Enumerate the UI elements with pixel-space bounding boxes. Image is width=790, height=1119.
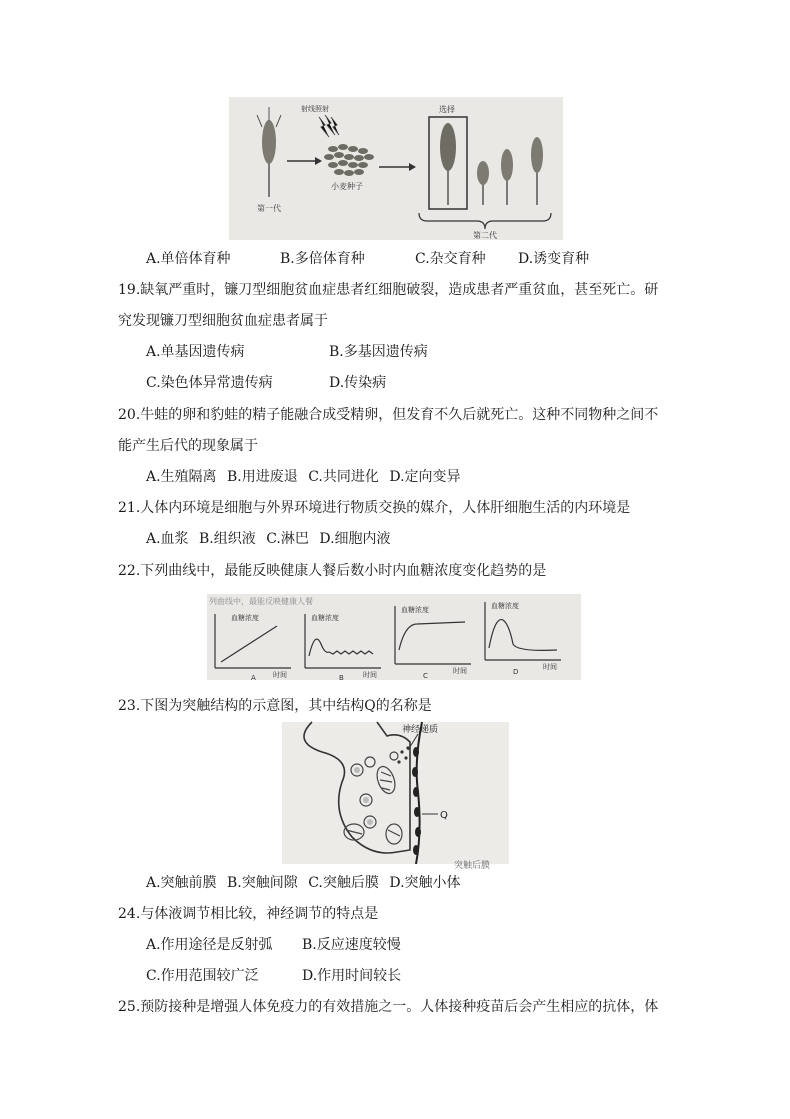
graph-panel-b [305, 613, 381, 682]
panel-label-d: D [513, 668, 519, 676]
q20-option-a[interactable]: A.生殖隔离 [146, 469, 217, 485]
q21-stem-line1: 21.人体内环境是细胞与外界环境进行物质交换的媒介，人体肝细胞生活的内环境是 [118, 500, 631, 516]
q19-option-d[interactable]: D.传染病 [329, 375, 387, 391]
arrow-right-icon [379, 163, 416, 171]
y-label-a: 血糖浓度 [231, 614, 259, 622]
label-radiation: 射线照射 [301, 105, 329, 113]
q18-option-b[interactable]: B.多倍体育种 [280, 251, 365, 267]
q23-option-a[interactable]: A.突触前膜 [146, 875, 217, 891]
y-label-d: 血糖浓度 [491, 602, 519, 610]
q20-stem-line2: 能产生后代的现象属于 [118, 438, 258, 454]
panel-label-b: B [339, 674, 344, 682]
x-label-a: 时间 [273, 671, 287, 679]
q19-option-c[interactable]: C.染色体异常遗传病 [146, 375, 273, 391]
q18-option-a[interactable]: A.单倍体育种 [146, 251, 231, 267]
q19-option-a[interactable]: A.单基因遗传病 [146, 344, 245, 360]
q20-option-b[interactable]: B.用进废退 [227, 469, 298, 485]
x-label-c: 时间 [453, 667, 467, 675]
q21-options [146, 529, 397, 549]
q25-stem-line1: 25.预防接种是增强人体免疫力的有效措施之一。人体接种疫苗后会产生相应的抗体，体 [118, 999, 659, 1015]
label-neurotransmitter: 神经递质 [402, 725, 439, 735]
q20-option-d[interactable]: D.定向变异 [389, 469, 461, 485]
synapse-figure [282, 722, 509, 871]
fig-top-text: 列曲线中，最能反映健康人餐 [209, 597, 313, 606]
q21-option-b[interactable]: B.组织液 [199, 531, 256, 547]
label-gen1: 第一代 [257, 204, 281, 213]
q20-options [146, 467, 467, 487]
synaptic-vesicles [351, 752, 398, 828]
graph-panel-a [215, 613, 291, 679]
q23-option-b[interactable]: B.突触间隙 [227, 875, 298, 891]
wheat-ear-gen2-3 [531, 137, 543, 205]
wheat-ear-gen2-2 [501, 149, 513, 205]
q24-option-a[interactable]: A.作用途径是反射弧 [146, 937, 273, 953]
panel-label-a: A [251, 674, 256, 682]
q23-options [146, 873, 467, 893]
breeding-figure [229, 97, 563, 240]
label-select: 选择 [439, 105, 455, 114]
curve-d [489, 620, 557, 651]
y-label-c: 血糖浓度 [401, 606, 429, 614]
q18-option-d[interactable]: D.诱变育种 [518, 251, 590, 267]
q24-option-b[interactable]: B.反应速度较慢 [302, 937, 401, 953]
q18-option-c[interactable]: C.杂交育种 [415, 251, 486, 267]
graph-panel-c [395, 605, 471, 680]
x-label-d: 时间 [543, 663, 557, 671]
q20-option-c[interactable]: C.共同进化 [308, 469, 379, 485]
label-seeds: 小麦种子 [331, 182, 363, 191]
wheat-ear-gen1 [257, 107, 281, 197]
label-postsynaptic: 突触后膜 [454, 861, 491, 871]
x-label-b: 时间 [363, 671, 377, 679]
q24-option-d[interactable]: D.作用时间较长 [302, 968, 402, 984]
arrow-right-icon [287, 157, 322, 165]
radiation-icon [319, 115, 339, 137]
panel-label-c: C [423, 672, 428, 680]
q19-stem-line1: 19.缺氧严重时，镰刀型细胞贫血症患者红细胞破裂，造成患者严重贫血，甚至死亡。研 [118, 282, 659, 298]
label-gen2: 第二代 [473, 231, 497, 240]
wheat-ear-gen2-1 [477, 161, 489, 205]
q24-stem-line1: 24.与体液调节相比较，神经调节的特点是 [118, 906, 379, 922]
q20-stem-line1: 20.牛蛙的卵和豹蛙的精子能融合成受精卵，但发育不久后就死亡。这种不同物种之间不 [118, 407, 659, 423]
q21-option-d[interactable]: D.细胞内液 [319, 531, 391, 547]
graph-panel-d [485, 601, 561, 676]
q24-option-c[interactable]: C.作用范围较广泛 [146, 968, 259, 984]
mitochondria [344, 764, 402, 844]
neurotransmitter-dots [397, 746, 409, 763]
curve-a [221, 626, 277, 662]
q21-option-a[interactable]: A.血浆 [146, 531, 189, 547]
wheat-ear-selected [440, 123, 456, 205]
curve-b [309, 639, 373, 656]
q23-option-d[interactable]: D.突触小体 [389, 875, 461, 891]
glucose-curves-figure [207, 594, 581, 680]
y-label-b: 血糖浓度 [311, 614, 339, 622]
wheat-seeds [324, 144, 374, 176]
q19-option-b[interactable]: B.多基因遗传病 [329, 344, 428, 360]
label-q: Q [440, 810, 448, 821]
q22-stem-line1: 22.下列曲线中，最能反映健康人餐后数小时内血糖浓度变化趋势的是 [118, 563, 547, 579]
q23-option-c[interactable]: C.突触后膜 [308, 875, 379, 891]
q21-option-c[interactable]: C.淋巴 [266, 531, 309, 547]
q23-stem-line1: 23.下图为突触结构的示意图，其中结构Q的名称是 [118, 698, 432, 714]
brace [419, 213, 551, 229]
curve-c [399, 622, 465, 650]
q19-stem-line2: 究发现镰刀型细胞贫血症患者属于 [118, 313, 328, 329]
